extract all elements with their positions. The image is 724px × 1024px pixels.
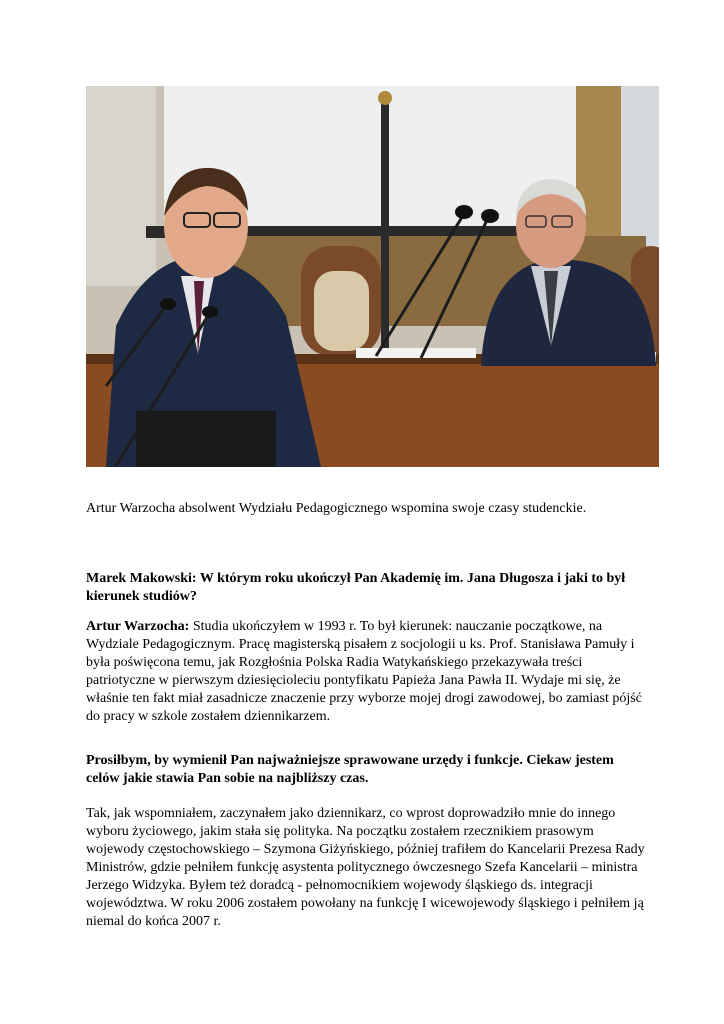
photo-caption: Artur Warzocha absolwent Wydziału Pedagogicznego wspomina swoje czasy studenckie. xyxy=(86,501,587,516)
flag-pole-finial xyxy=(378,91,392,105)
interview-question-2: Prosiłbym, by wymienił Pan najważniejsze sprawowane urzędy i funkcje. Ciekaw jestem celów jakie stawia Pan sobie na najbliższy czas. xyxy=(86,753,614,786)
papers xyxy=(356,348,476,358)
flag-pole xyxy=(381,96,389,356)
microphone-head xyxy=(160,298,176,310)
interview-answer-2: Tak, jak wspomniałem, zaczynałem jako dziennikarz, co wprost doprowadziło mnie do innego wyboru życiowego, jakim stała się polityka. Na początku zostałem rzecznikiem prasowym wojewody częstochowskiego – Szymona Giżyńskiego, później trafiłem do Kancelarii Prezesa Rady Ministrów, gdzie pełniłem funkcję asystenta politycznego ówczesnego Szefa Kancelarii – ministra Jerzego Widzyka. Byłem też doradcą - pełnomocnikiem wojewody śląskiego ds. integracji województwa. W roku 2006 zostałem powołany na funkcję I wicewojewody śląskiego i pełniłem ją niemal do końca 2007 r. xyxy=(86,806,645,929)
conference-photo-illustration xyxy=(86,86,659,467)
laptop xyxy=(136,411,276,467)
pillar xyxy=(86,86,156,286)
article-photo xyxy=(86,86,659,467)
interview-question-1: Marek Makowski: W którym roku ukończył Pan Akademię im. Jana Długosza i jaki to był kierunek studiów? xyxy=(86,571,626,604)
chair-cushion xyxy=(314,271,369,351)
answer-1-text: Studia ukończyłem w 1993 r. To był kierunek: nauczanie początkowe, na Wydziale Pedagogicznym. Pracę magisterską pisałem z socjologii u ks. Prof. Stanisława Pamuły i była poświęcona temu, jak Rozgłośnia Polska Radia Watykańskiego przekazywała treści patriotyczne w pierwszym dziesięcioleciu pontyfikatu Papieża Jana Pawła II. Wydaje mi się, że właśnie ten fakt miał zasadnicze znaczenie przy wyborze mojej drogi zawodowej, bo zamiast pójść do pracy w szkole zostałem dziennikarzem. xyxy=(86,619,642,724)
interview-answer-1 xyxy=(86,618,646,726)
answer-speaker-label: Artur Warzocha: xyxy=(86,619,190,634)
microphone-head xyxy=(202,306,218,318)
microphone-head xyxy=(481,209,499,223)
microphone-head xyxy=(455,205,473,219)
